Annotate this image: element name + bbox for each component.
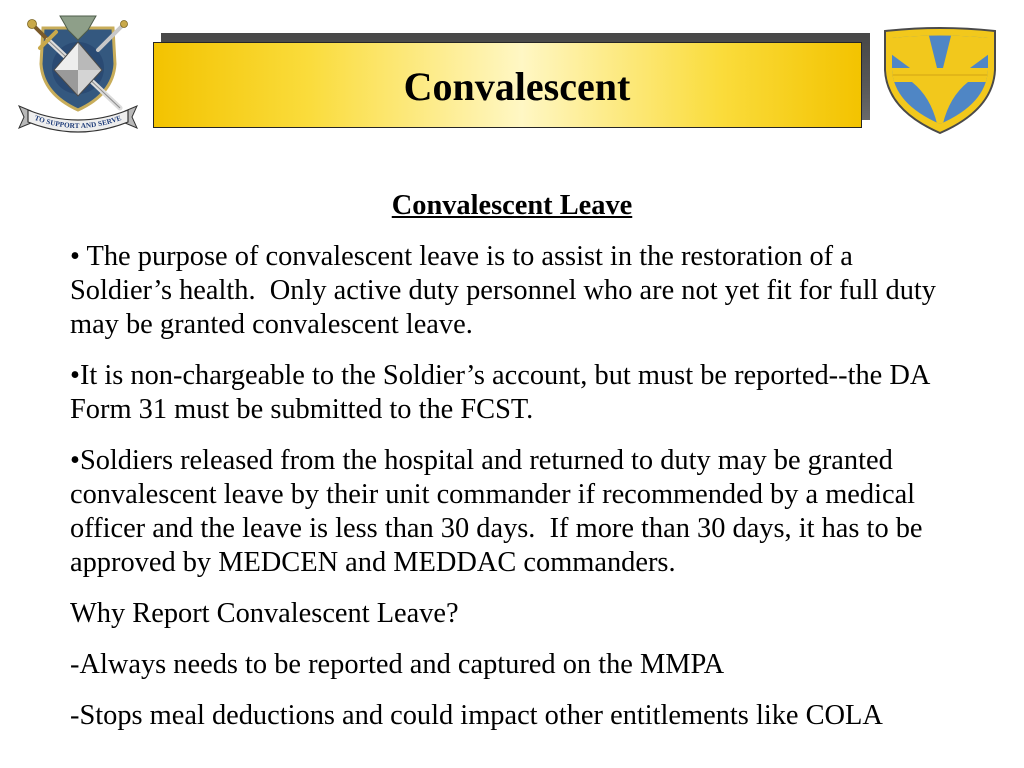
crest-motto-text: TO SUPPORT AND SERVE xyxy=(33,114,123,131)
dash-item-entitlements xyxy=(70,699,954,733)
paragraph-line: •It is non-chargeable to the Soldier’s account, but must be reported--the DA xyxy=(70,360,931,391)
dash-item-reporting xyxy=(70,648,954,682)
slide-body xyxy=(70,189,954,733)
question-paragraph xyxy=(70,597,954,631)
bullet-paragraph-non-chargeable xyxy=(70,359,954,427)
paragraph-line: • The purpose of convalescent leave is to assist in the restoration of a xyxy=(70,241,853,272)
paragraph-line: -Always needs to be reported and captured on the MMPA xyxy=(70,649,725,680)
paragraph-line: may be granted convalescent leave. xyxy=(70,309,473,340)
bullet-paragraph-purpose xyxy=(70,240,954,342)
paragraph-line: Why Report Convalescent Leave? xyxy=(70,598,459,629)
paragraph-line: convalescent leave by their unit commander if recommended by a medical xyxy=(70,479,916,510)
section-heading: Convalescent Leave xyxy=(391,190,633,221)
shoulder-patch-graphic xyxy=(880,24,1000,136)
paragraph-line: •Soldiers released from the hospital and returned to duty may be granted xyxy=(70,445,893,476)
title-bar xyxy=(153,42,862,128)
bullet-paragraph-hospital-release xyxy=(70,444,954,580)
unit-crest-icon xyxy=(16,12,140,134)
shoulder-patch-icon xyxy=(880,24,1000,136)
paragraph-line: approved by MEDCEN and MEDDAC commanders. xyxy=(70,547,676,578)
slide-title: Convalescent xyxy=(403,64,631,109)
paragraph-line: Form 31 must be submitted to the FCST. xyxy=(70,394,534,425)
unit-crest-graphic xyxy=(16,12,140,134)
paragraph-line: officer and the leave is less than 30 days. If more than 30 days, it has to be xyxy=(70,513,923,544)
paragraph-line: Soldier’s health. Only active duty personnel who are not yet fit for full duty xyxy=(70,275,936,306)
paragraph-line: -Stops meal deductions and could impact other entitlements like COLA xyxy=(70,700,883,731)
